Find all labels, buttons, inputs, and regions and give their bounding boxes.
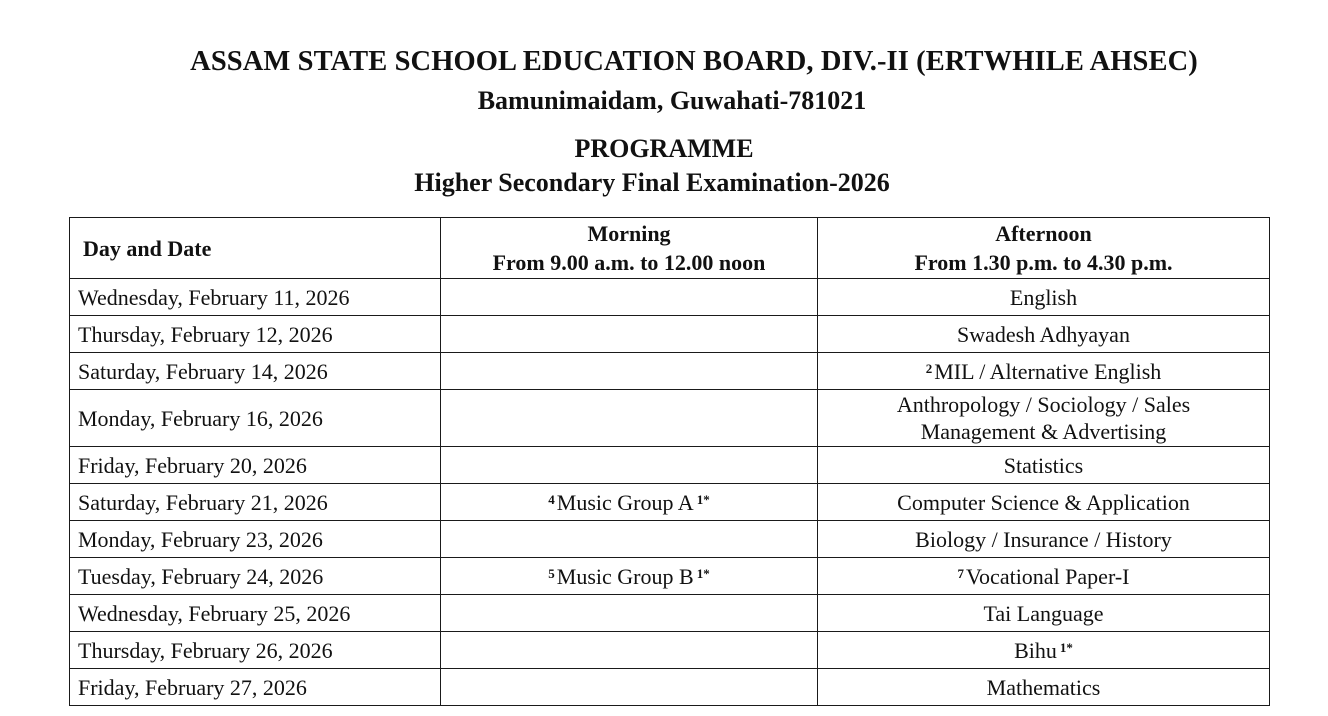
afternoon-subject-text: Bihu	[1014, 637, 1057, 663]
footnote-marker: 2	[925, 360, 933, 376]
footnote-marker: 4	[548, 491, 555, 507]
row-afternoon-subject	[818, 558, 1270, 595]
table-row	[70, 595, 1270, 632]
footnote-marker: 1*	[1059, 639, 1073, 655]
table-row	[70, 353, 1270, 390]
column-header-morning	[441, 218, 818, 279]
column-header-day-date	[70, 218, 441, 279]
row-morning-subject	[441, 632, 818, 669]
row-date: Friday, February 20, 2026	[70, 447, 441, 484]
morning-subject-text: Music Group A	[556, 489, 694, 515]
row-afternoon-subject: Computer Science & Application	[818, 484, 1270, 521]
afternoon-subject-line-2: Management & Advertising	[920, 419, 1167, 444]
morning-subject-text: Music Group B	[556, 563, 694, 589]
footnote-marker: 1*	[696, 491, 710, 507]
document-type-heading: PROGRAMME	[574, 134, 754, 163]
row-date: Monday, February 16, 2026	[70, 390, 441, 447]
row-morning-subject	[441, 279, 818, 316]
footnote-marker: 5	[548, 565, 555, 581]
row-afternoon-subject: Biology / Insurance / History	[818, 521, 1270, 558]
table-row	[70, 279, 1270, 316]
row-morning-subject	[441, 316, 818, 353]
table-row	[70, 521, 1270, 558]
table-row	[70, 316, 1270, 353]
row-morning-subject	[441, 558, 818, 595]
column-header-day-date-label: Day and Date	[83, 235, 212, 261]
morning-title: Morning	[587, 221, 671, 246]
row-date: Thursday, February 12, 2026	[70, 316, 441, 353]
footnote-marker: 7	[957, 565, 964, 581]
footnote-marker: 1*	[696, 565, 710, 581]
row-afternoon-subject: Statistics	[818, 447, 1270, 484]
exam-schedule-table	[69, 217, 1270, 706]
row-morning-subject	[441, 521, 818, 558]
row-afternoon-subject	[818, 632, 1270, 669]
table-row	[70, 669, 1270, 706]
afternoon-time: From 1.30 p.m. to 4.30 p.m.	[914, 250, 1173, 275]
table-row	[70, 390, 1270, 447]
row-afternoon-subject: Tai Language	[818, 595, 1270, 632]
row-date: Saturday, February 14, 2026	[70, 353, 441, 390]
row-date: Thursday, February 26, 2026	[70, 632, 441, 669]
exam-title: Higher Secondary Final Examination-2026	[414, 168, 890, 197]
column-header-afternoon	[818, 218, 1270, 279]
table-row	[70, 558, 1270, 595]
row-morning-subject	[441, 353, 818, 390]
row-afternoon-subject: Swadesh Adhyayan	[818, 316, 1270, 353]
row-afternoon-subject: Mathematics	[818, 669, 1270, 706]
row-date: Wednesday, February 25, 2026	[70, 595, 441, 632]
board-address: Bamunimaidam, Guwahati-781021	[477, 86, 867, 115]
table-row	[70, 632, 1270, 669]
row-date: Wednesday, February 11, 2026	[70, 279, 441, 316]
afternoon-title: Afternoon	[995, 221, 1092, 246]
row-morning-subject	[441, 595, 818, 632]
row-morning-subject	[441, 447, 818, 484]
row-date: Friday, February 27, 2026	[70, 669, 441, 706]
row-afternoon-subject	[818, 353, 1270, 390]
row-afternoon-subject	[818, 390, 1270, 447]
table-header-row	[70, 218, 1270, 279]
morning-time: From 9.00 a.m. to 12.00 noon	[492, 250, 766, 275]
afternoon-subject-line-1: Anthropology / Sociology / Sales	[896, 392, 1191, 417]
board-name-heading: ASSAM STATE SCHOOL EDUCATION BOARD, DIV.-II (ERTWHILE AHSEC)	[190, 46, 1198, 77]
row-morning-subject	[441, 484, 818, 521]
afternoon-subject-text: Vocational Paper-I	[966, 563, 1130, 589]
table-row	[70, 447, 1270, 484]
row-date: Tuesday, February 24, 2026	[70, 558, 441, 595]
row-morning-subject	[441, 669, 818, 706]
row-morning-subject	[441, 390, 818, 447]
row-date: Monday, February 23, 2026	[70, 521, 441, 558]
afternoon-subject-text: MIL / Alternative English	[934, 358, 1162, 384]
table-row	[70, 484, 1270, 521]
row-afternoon-subject: English	[818, 279, 1270, 316]
row-date: Saturday, February 21, 2026	[70, 484, 441, 521]
